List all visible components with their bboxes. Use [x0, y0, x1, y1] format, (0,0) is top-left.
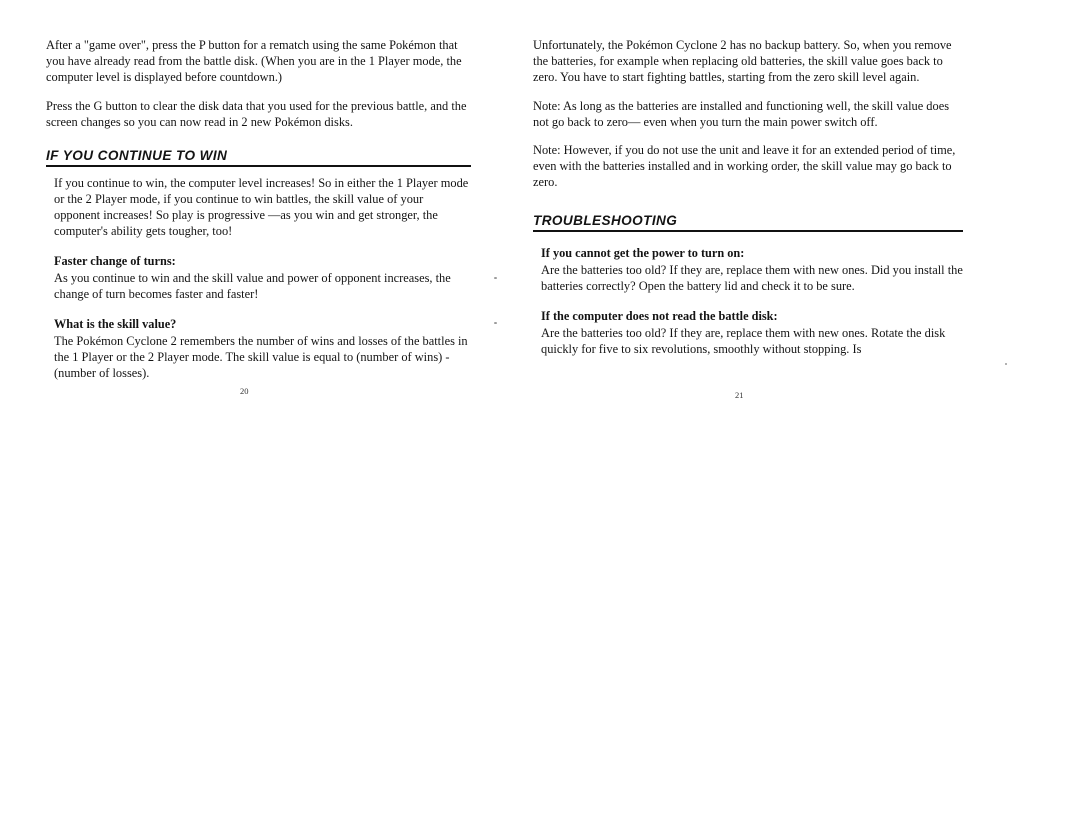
subsection-body: Are the batteries too old? If they are, replace them with new ones. Did you install the batteries correctly? Open the battery lid and check it to be sure.: [541, 263, 963, 294]
subsection-body: As you continue to win and the skill value and power of opponent increases, the change of turn becomes faster and faster!: [54, 271, 451, 302]
section-heading-if-you-continue-to-win: IF YOU CONTINUE TO WIN: [46, 148, 471, 167]
section-intro-paragraph: If you continue to win, the computer level increases! So in either the 1 Player mode or the 2 Player mode, if you continue to win battles, the skill value of your opponent increases! So play is progressive —as you win and get stronger, the computer's ability gets tougher, too!: [54, 176, 469, 238]
subsection-body: Are the batteries too old? If they are, replace them with new ones. Rotate the disk quickly for five to six revolutions, smoothly without stopping. Is: [541, 326, 946, 357]
paragraph: After a "game over", press the P button for a rematch using the same Pokémon that you have already read from the battle disk. (When you are in the 1 Player mode, the computer level is displayed before countdown.): [46, 38, 462, 84]
section-heading-troubleshooting: TROUBLESHOOTING: [533, 213, 963, 232]
subsection-body: The Pokémon Cyclone 2 remembers the number of wins and losses of the battles in the 1 Player or the 2 Player mode. The skill value is equal to (number of wins) - (number of losses).: [54, 334, 468, 381]
right-page-column: [533, 38, 963, 358]
page-number-right: 21: [735, 390, 744, 400]
paragraph: Unfortunately, the Pokémon Cyclone 2 has no backup battery. So, when you remove the batteries, for example when replacing old batteries, the skill value goes back to zero. You have to start fighting battles, starting from the zero skill level again.: [533, 38, 952, 84]
subsection-heading-power-will-not-turn-on: If you cannot get the power to turn on:: [541, 246, 745, 260]
scan-speck: [494, 277, 497, 279]
subsection-heading-what-is-the-skill-value: What is the skill value?: [54, 316, 177, 331]
subsection-heading-computer-does-not-read-disk: If the computer does not read the battle disk:: [541, 309, 778, 324]
left-page-column: [46, 38, 471, 382]
page-number-left: 20: [240, 386, 249, 396]
scan-speck: [494, 322, 497, 324]
scan-speck: [1005, 363, 1007, 365]
note-paragraph: Note: However, if you do not use the unit and leave it for an extended period of time, even with the batteries installed and in working order, the skill value may go back to zero.: [533, 143, 956, 190]
subsection-heading-faster-change-of-turns: Faster change of turns:: [54, 253, 176, 268]
paragraph: Press the G button to clear the disk data that you used for the previous battle, and the screen changes so you can now read in 2 new Pokémon disks.: [46, 98, 467, 129]
note-paragraph: Note: As long as the batteries are installed and functioning well, the skill value does not go back to zero— even when you turn the main power switch off.: [533, 98, 950, 129]
